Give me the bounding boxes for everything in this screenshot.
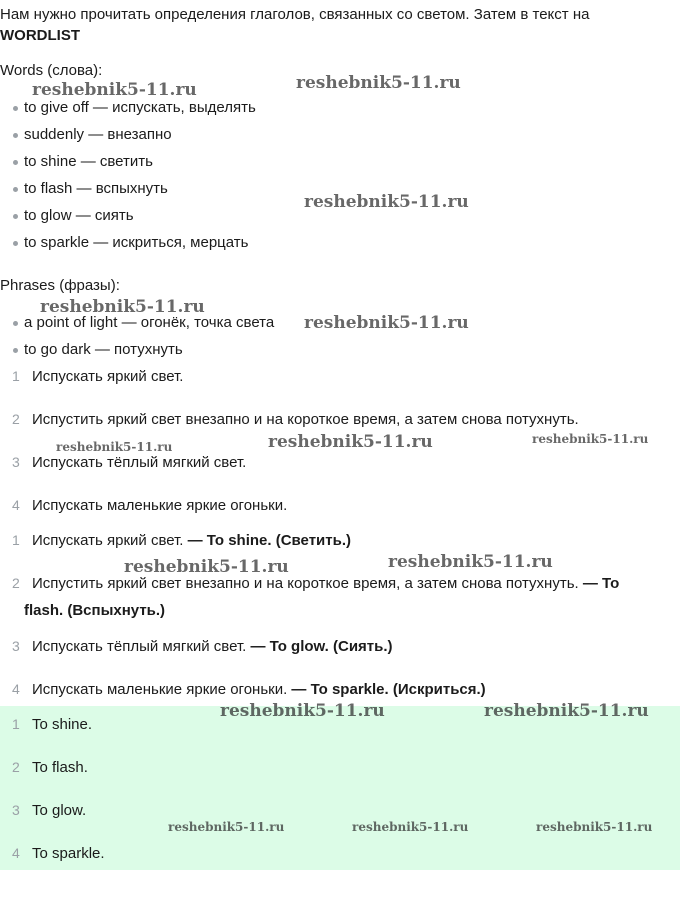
item-number: 3 — [12, 638, 20, 654]
watermark: reshebnik5-11.ru — [268, 432, 433, 452]
bullet-icon — [13, 160, 18, 165]
item-number: 1 — [12, 716, 20, 732]
item-number: 3 — [12, 454, 20, 470]
list-item: to sparkle — искриться, мерцать — [0, 229, 680, 256]
bullet-icon — [13, 133, 18, 138]
list-item: to go dark — потухнуть — [0, 336, 680, 363]
list-item: to flash — вспыхнуть — [0, 175, 680, 202]
item-number: 4 — [12, 497, 20, 513]
watermark: reshebnik5-11.ru — [296, 73, 461, 93]
phrases-label: Phrases (фразы): — [0, 277, 120, 294]
answer-text: To sparkle. — [32, 845, 105, 862]
explained-answer: — To sparkle. (Искриться.) — [291, 681, 486, 698]
definition-text: Испускать яркий свет. — [32, 368, 184, 385]
answer-block — [0, 706, 680, 870]
bullet-icon — [13, 187, 18, 192]
bullet-icon — [13, 241, 18, 246]
watermark: reshebnik5-11.ru — [32, 80, 197, 100]
list-item: to give off — испускать, выделять — [0, 94, 680, 121]
watermark: reshebnik5-11.ru — [304, 192, 469, 212]
definition-text: Испустить яркий свет внезапно и на короткое время, а затем снова потухнуть. — [32, 411, 579, 428]
explained-text: Испускать маленькие яркие огоньки. — [32, 681, 288, 698]
explained-answer: — To shine. (Светить.) — [187, 532, 351, 549]
watermark: reshebnik5-11.ru — [352, 820, 469, 834]
item-number: 1 — [12, 368, 20, 384]
intro-paragraph — [0, 4, 676, 46]
watermark: reshebnik5-11.ru — [56, 440, 173, 454]
answer-text: To shine. — [32, 716, 93, 733]
item-number: 2 — [12, 575, 20, 591]
item-number: 4 — [12, 681, 20, 697]
phrases-list — [0, 309, 680, 363]
explained-text: Испускать яркий свет. — [32, 532, 184, 549]
bullet-icon — [13, 321, 18, 326]
item-number: 2 — [12, 411, 20, 427]
watermark: reshebnik5-11.ru — [532, 432, 649, 446]
watermark: reshebnik5-11.ru — [168, 820, 285, 834]
answer-text: To glow. — [32, 802, 87, 819]
intro-text: Нам нужно прочитать определения глаголов, связанных со светом. Затем в текст на — [0, 6, 590, 23]
watermark: reshebnik5-11.ru — [304, 313, 469, 333]
explained-answer: flash. (Вспыхнуть.) — [24, 602, 166, 619]
list-item: to shine — светить — [0, 148, 680, 175]
intro-keyword: WORDLIST — [0, 27, 80, 44]
list-item: a point of light — огонёк, точка света — [0, 309, 680, 336]
watermark: reshebnik5-11.ru — [124, 557, 289, 577]
definition-text: Испускать маленькие яркие огоньки. — [32, 497, 288, 514]
watermark: reshebnik5-11.ru — [220, 701, 385, 721]
watermark: reshebnik5-11.ru — [388, 552, 553, 572]
watermark: reshebnik5-11.ru — [536, 820, 653, 834]
explained-answer: — To — [582, 575, 620, 592]
bullet-icon — [13, 106, 18, 111]
definition-text: Испускать тёплый мягкий свет. — [32, 454, 247, 471]
item-number: 2 — [12, 759, 20, 775]
list-item: suddenly — внезапно — [0, 121, 680, 148]
explained-answer: — To glow. (Сиять.) — [250, 638, 393, 655]
item-number: 4 — [12, 845, 20, 861]
item-number: 3 — [12, 802, 20, 818]
words-label: Words (слова): — [0, 62, 103, 79]
explained-text: Испустить яркий свет внезапно и на короткое время, а затем снова потухнуть. — [32, 575, 579, 592]
bullet-icon — [13, 348, 18, 353]
list-item: to glow — сиять — [0, 202, 680, 229]
watermark: reshebnik5-11.ru — [484, 701, 649, 721]
answer-text: To flash. — [32, 759, 88, 776]
bullet-icon — [13, 214, 18, 219]
explained-text: Испускать тёплый мягкий свет. — [32, 638, 247, 655]
words-list — [0, 94, 680, 256]
watermark: reshebnik5-11.ru — [40, 297, 205, 317]
item-number: 1 — [12, 532, 20, 548]
